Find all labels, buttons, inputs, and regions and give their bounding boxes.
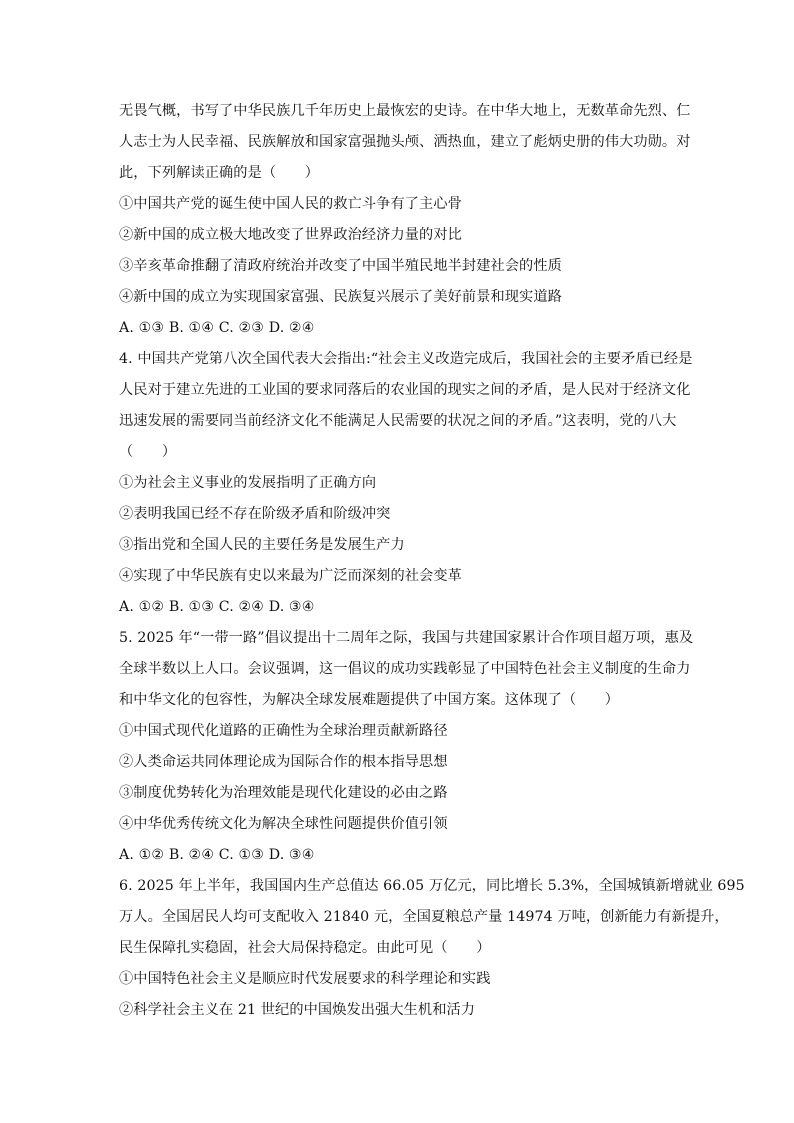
q4-option-2: ②表明我国已经不存在阶级矛盾和阶级冲突 — [119, 506, 391, 522]
q5-answer-choices: A. ①② B. ②④ C. ①③ D. ③④ — [119, 847, 315, 863]
q5-option-4: ④中华优秀传统文化为解决全球性问题提供价值引领 — [119, 816, 448, 832]
q4-option-1: ①为社会主义事业的发展指明了正确方向 — [119, 475, 377, 491]
q3-stem-line-2: 人志士为人民幸福、民族解放和国家富强抛头颅、洒热血，建立了彪炳史册的伟大功勋。对 — [119, 134, 691, 150]
q3-option-1: ①中国共产党的诞生使中国人民的救亡斗争有了主心骨 — [119, 196, 462, 212]
q5-option-3: ③制度优势转化为治理效能是现代化建设的必由之路 — [119, 785, 448, 801]
q6-stem-line-1: 6. 2025 年上半年，我国国内生产总值达 66.05 万亿元，同比增长 5.3%，全国城镇新增就业 695 — [119, 878, 745, 894]
q4-stem-line-1: 4. 中国共产党第八次全国代表大会指出:“社会主义改造完成后，我国社会的主要矛盾已经是 — [119, 351, 693, 367]
q5-option-2: ②人类命运共同体理论成为国际合作的根本指导思想 — [119, 754, 448, 770]
q3-option-2: ②新中国的成立极大地改变了世界政治经济力量的对比 — [119, 227, 462, 243]
q6-stem-line-2: 万人。全国居民人均可支配收入 21840 元，全国夏粮总产量 14974 万吨，创新能力有新提升， — [119, 909, 729, 925]
q4-option-4: ④实现了中华民族有史以来最为广泛而深刻的社会变革 — [119, 568, 462, 584]
q3-answer-choices: A. ①③ B. ①④ C. ②③ D. ②④ — [119, 320, 315, 336]
q3-option-4: ④新中国的成立为实现国家富强、民族复兴展示了美好前景和现实道路 — [119, 289, 562, 305]
q4-answer-choices: A. ①② B. ①③ C. ②④ D. ③④ — [119, 599, 315, 615]
q4-stem-line-2: 人民对于建立先进的工业国的要求同落后的农业国的现实之间的矛盾，是人民对于经济文化 — [119, 382, 691, 398]
q6-stem-line-3: 民生保障扎实稳固，社会大局保持稳定。由此可见（ ） — [119, 940, 491, 956]
q3-option-3: ③辛亥革命推翻了清政府统治并改变了中国半殖民地半封建社会的性质 — [119, 258, 562, 274]
q6-option-2: ②科学社会主义在 21 世纪的中国焕发出强大生机和活力 — [119, 1002, 476, 1018]
q4-option-3: ③指出党和全国人民的主要任务是发展生产力 — [119, 537, 405, 553]
q3-stem-line-1: 无畏气概，书写了中华民族几千年历史上最恢宏的史诗。在中华大地上，无数革命先烈、仁 — [119, 103, 691, 119]
q4-stem-line-4: （ ） — [119, 444, 177, 460]
q6-option-1: ①中国特色社会主义是顺应时代发展要求的科学理论和实践 — [119, 971, 491, 987]
q3-stem-line-3: 此，下列解读正确的是（ ） — [119, 165, 320, 181]
q5-option-1: ①中国式现代化道路的正确性为全球治理贡献新路径 — [119, 723, 448, 739]
q5-stem-line-2: 全球半数以上人口。会议强调，这一倡议的成功实践彰显了中国特色社会主义制度的生命力 — [119, 661, 691, 677]
q5-stem-line-1: 5. 2025 年“一带一路”倡议提出十二周年之际，我国与共建国家累计合作项目超万项，惠及 — [119, 630, 694, 646]
q5-stem-line-3: 和中华文化的包容性，为解决全球发展难题提供了中国方案。这体现了（ ） — [119, 692, 620, 708]
q4-stem-line-3: 迅速发展的需要同当前经济文化不能满足人民需要的状况之间的矛盾。”这表明，党的八大 — [119, 413, 677, 429]
